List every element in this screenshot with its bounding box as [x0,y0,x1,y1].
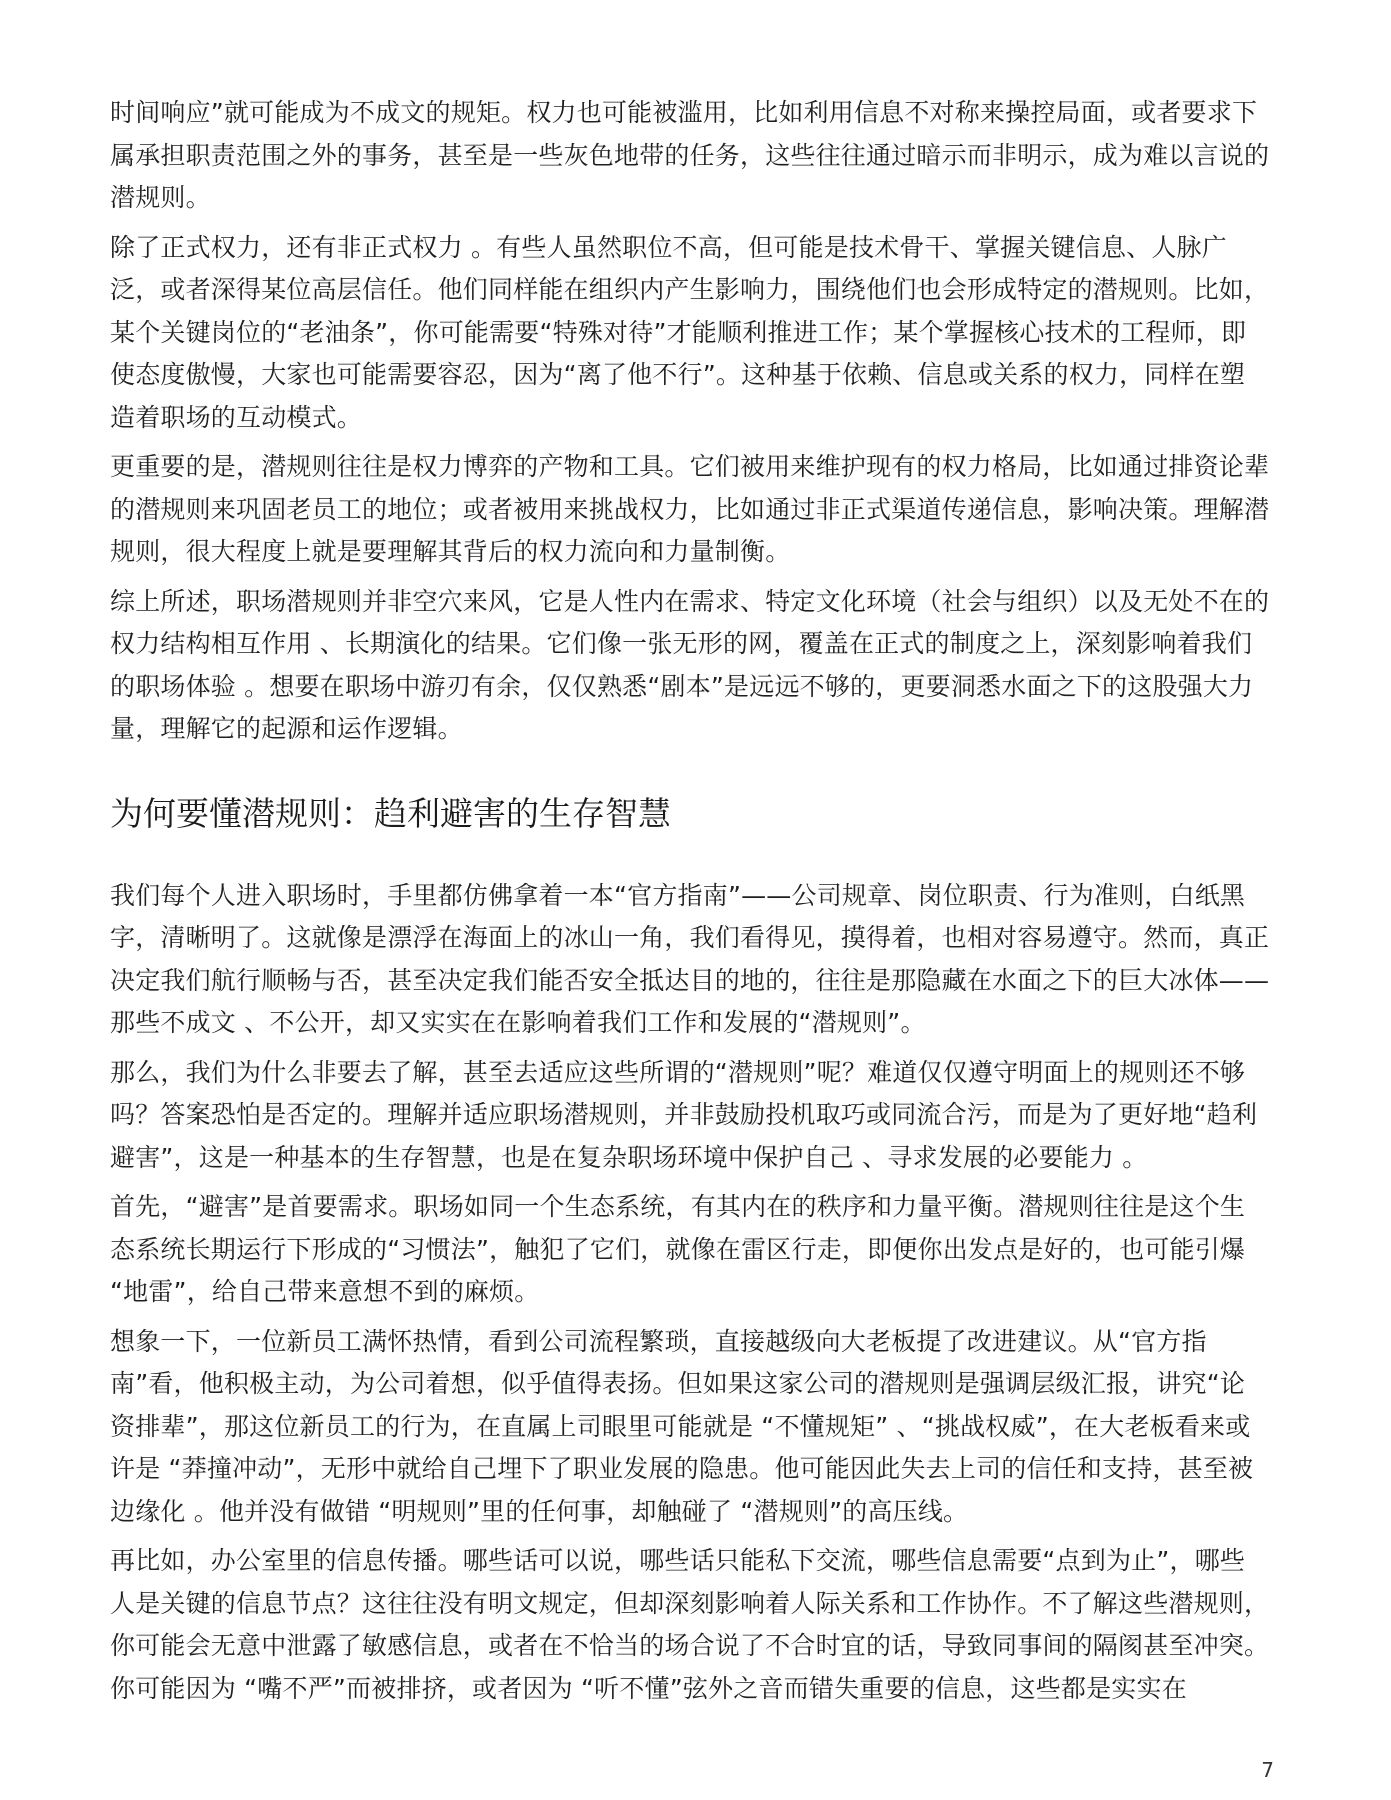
section-heading: 为何要懂潜规则：趋利避害的生存智慧 [110,793,671,833]
page-number: 7 [1261,1758,1274,1782]
paragraph: 想象一下，一位新员工满怀热情，看到公司流程繁琐，直接越级向大老板提了改进建议。从“官方指南”看，他积极主动，为公司着想，似乎值得表扬。但如果这家公司的潜规则是强调层级汇报，讲究“论资排辈”，那这位新员工的行为，在直属上司眼里可能就是 “不懂规矩” 、“挑战权威”，在大老板看来或许是 “莽撞冲动”，无形中就给自己埋下了职业发展的隐患。他可能因此失去上司的信任和支持，甚至被边缘化 。他并没有做错 “明规则”里的任何事，却触碰了 “潜规则”的高压线。 [110,1326,1254,1526]
paragraph: 那么，我们为什么非要去了解，甚至去适应这些所谓的“潜规则”呢？难道仅仅遵守明面上的规则还不够吗？答案恐怕是否定的。理解并适应职场潜规则，并非鼓励投机取巧或同流合污，而是为了更好地“趋利避害”，这是一种基本的生存智慧，也是在复杂职场环境中保护自己 、寻求发展的必要能力 。 [110,1057,1258,1172]
paragraph: 再比如，办公室里的信息传播。哪些话可以说，哪些话只能私下交流，哪些信息需要“点到为止”，哪些人是关键的信息节点？这往往没有明文规定，但却深刻影响着人际关系和工作协作。不了解这些潜规则，你可能会无意中泄露了敏感信息，或者在不恰当的场合说了不合时宜的话，导致同事间的隔阂甚至冲突。你可能因为 “嘴不严”而被排挤，或者因为 “听不懂”弦外之音而错失重要的信息，这些都是实实在 [110,1546,1270,1703]
document-page [110,92,1270,1717]
paragraph: 时间响应”就可能成为不成文的规矩。权力也可能被滥用，比如利用信息不对称来操控局面，或者要求下属承担职责范围之外的事务，甚至是一些灰色地带的任务，这些往往通过暗示而非明示，成为难以言说的潜规则。 [110,98,1270,212]
paragraph: 首先，“避害”是首要需求。职场如同一个生态系统，有其内在的秩序和力量平衡。潜规则往往是这个生态系统长期运行下形成的“习惯法”，触犯了它们，就像在雷区行走，即便你出发点是好的，也可能引爆 “地雷”，给自己带来意想不到的麻烦。 [110,1192,1246,1306]
paragraph: 我们每个人进入职场时，手里都仿佛拿着一本“官方指南”——公司规章、岗位职责、行为准则，白纸黑字，清晰明了。这就像是漂浮在海面上的冰山一角，我们看得见，摸得着，也相对容易遵守。然而，真正决定我们航行顺畅与否，甚至决定我们能否安全抵达目的地的，往往是那隐藏在水面之下的巨大冰体——那些不成文 、不公开，却又实实在在影响着我们工作和发展的“潜规则”。 [110,880,1270,1037]
paragraph: 除了正式权力，还有非正式权力 。有些人虽然职位不高，但可能是技术骨干、掌握关键信息、人脉广泛，或者深得某位高层信任。他们同样能在组织内产生影响力，围绕他们也会形成特定的潜规则。比如，某个关键岗位的“老油条”，你可能需要“特殊对待”才能顺利推进工作；某个掌握核心技术的工程师，即使态度傲慢，大家也可能需要容忍，因为“离了他不行”。这种基于依赖、信息或关系的权力，同样在塑造着职场的互动模式。 [110,232,1270,432]
paragraph: 综上所述，职场潜规则并非空穴来风，它是人性内在需求、特定文化环境（社会与组织）以及无处不在的权力结构相互作用 、长期演化的结果。它们像一张无形的网，覆盖在正式的制度之上，深刻影响着我们的职场体验 。想要在职场中游刃有余，仅仅熟悉“剧本”是远远不够的，更要洞悉水面之下的这股强大力量，理解它的起源和运作逻辑。 [110,586,1270,743]
paragraph: 更重要的是，潜规则往往是权力博弈的产物和工具。它们被用来维护现有的权力格局，比如通过排资论辈的潜规则来巩固老员工的地位；或者被用来挑战权力，比如通过非正式渠道传递信息，影响决策。理解潜规则，很大程度上就是要理解其背后的权力流向和力量制衡。 [110,452,1270,566]
